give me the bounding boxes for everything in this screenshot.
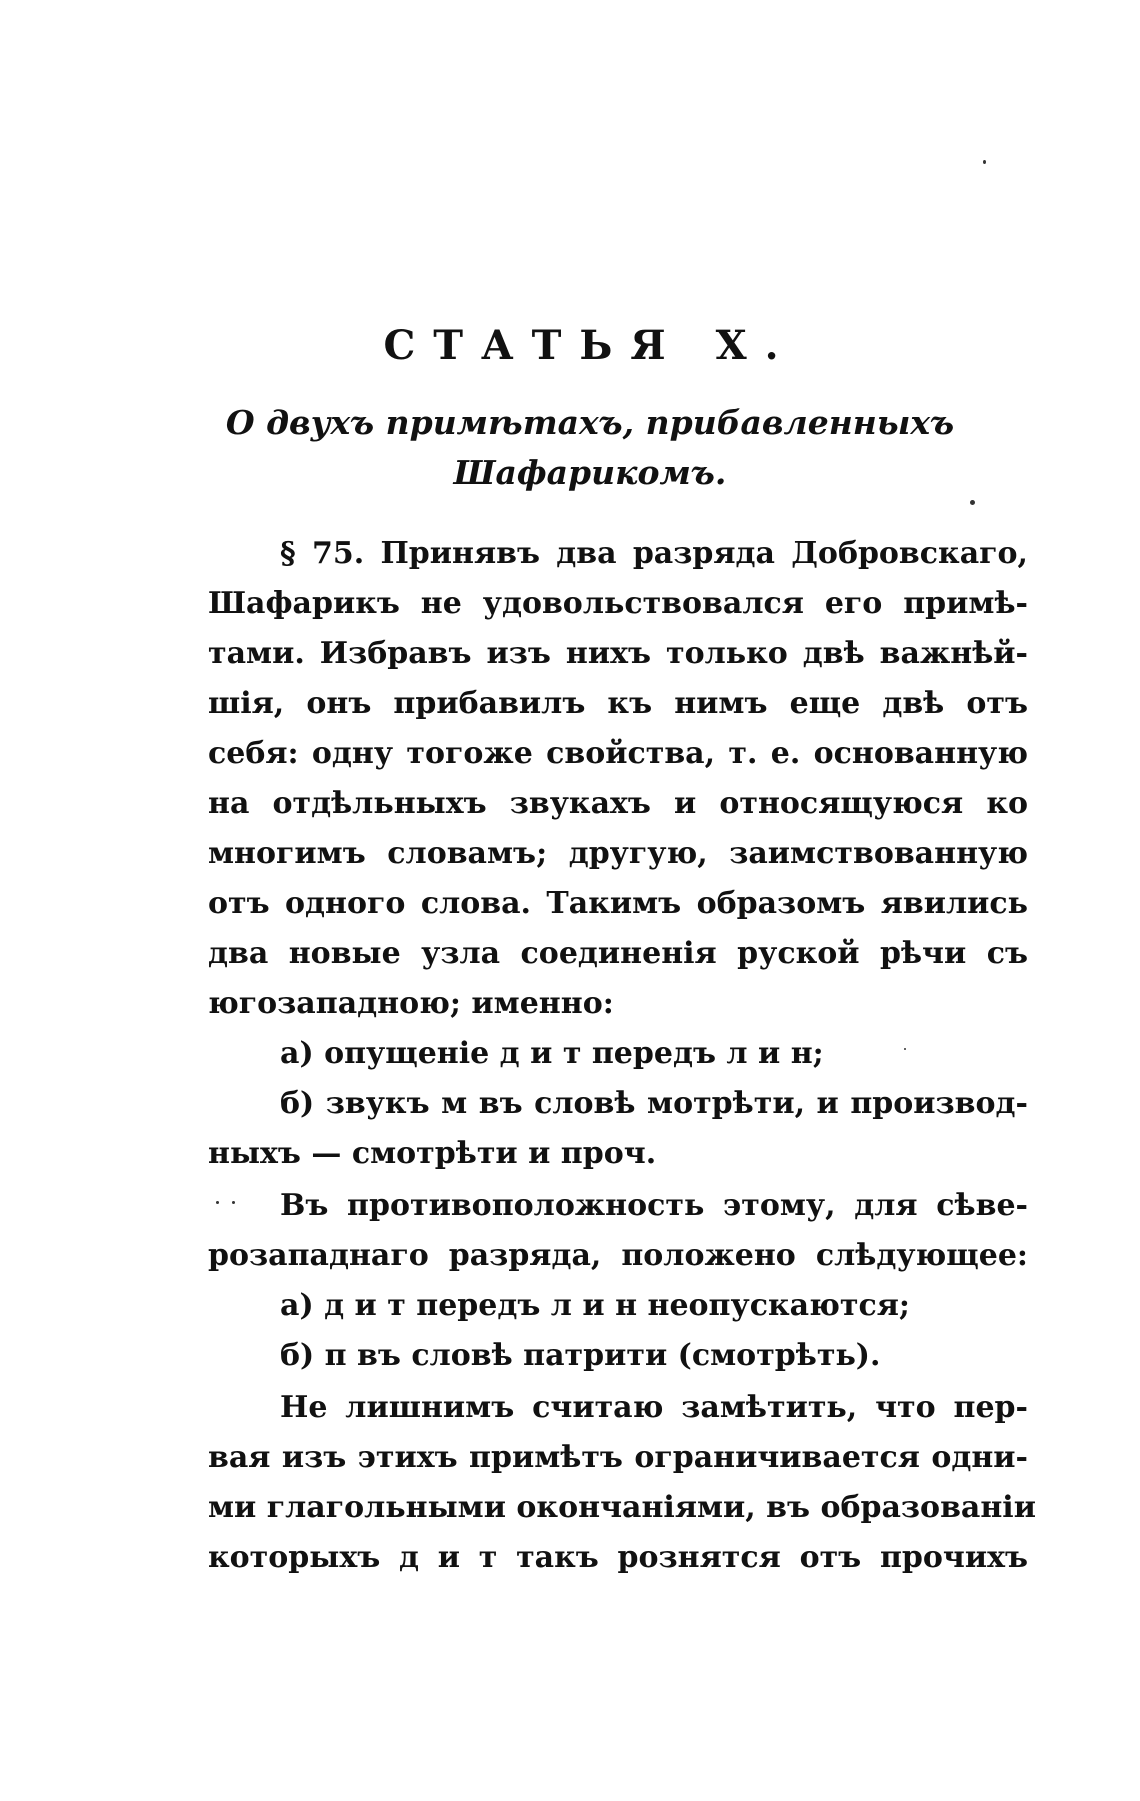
text-line: Шафарикъ не удовольствовался его примѣ- <box>208 586 1028 621</box>
text-line: на отдѣльныхъ звукахъ и относящуюся ко <box>208 786 1028 821</box>
list-item-b: б) звукъ м въ словѣ мотрѣти, и производ- <box>280 1086 1028 1121</box>
text-line: два новые узла соединенія руской рѣчи съ <box>208 936 1028 971</box>
text-line: которыхъ д и т такъ рознятся отъ прочихъ <box>208 1540 1028 1575</box>
list-item-a: а) д и т передъ л и н неопускаются; <box>280 1288 910 1323</box>
chapter-subtitle-line-2: Шафарикомъ. <box>453 453 727 492</box>
text-line: § 75. Принявъ два разряда Добровскаго, <box>280 536 1028 571</box>
text-line: розападнаго разряда, положено слѣдующее: <box>208 1238 1028 1273</box>
text-line: вая изъ этихъ примѣтъ ограничивается одни- <box>208 1440 1028 1475</box>
text-line: тами. Избравъ изъ нихъ только двѣ важнѣй- <box>208 636 1028 671</box>
text-line: ныхъ — смотрѣти и проч. <box>208 1136 657 1171</box>
text-line: Не лишнимъ считаю замѣтить, что пер- <box>280 1390 1028 1425</box>
scan-speck <box>232 1201 235 1204</box>
text-line: Въ противоположность этому, для сѣве- <box>280 1188 1028 1223</box>
text-line: отъ одного слова. Такимъ образомъ явились <box>208 886 1028 921</box>
scan-speck <box>970 500 975 505</box>
chapter-subtitle-line-1: О двухъ примѣтахъ, прибавленныхъ <box>225 403 955 442</box>
chapter-heading: СТАТЬЯ X. <box>383 322 797 369</box>
text-line: себя: одну тогоже свойства, т. е. основанную <box>208 736 1028 771</box>
text-line: ми глагольными окончаніями, въ образованіи <box>208 1490 1036 1525</box>
text-line: многимъ словамъ; другую, заимствованную <box>208 836 1028 871</box>
scan-speck <box>904 1048 906 1050</box>
list-item-b: б) п въ словѣ патрити (смотрѣть). <box>280 1338 881 1373</box>
scan-speck <box>983 160 986 164</box>
text-line: югозападною; именно: <box>208 986 614 1021</box>
text-line: шія, онъ прибавилъ къ нимъ еще двѣ отъ <box>208 686 1028 721</box>
list-item-a: а) опущеніе д и т передъ л и н; <box>280 1036 824 1071</box>
scan-speck <box>216 1201 219 1204</box>
